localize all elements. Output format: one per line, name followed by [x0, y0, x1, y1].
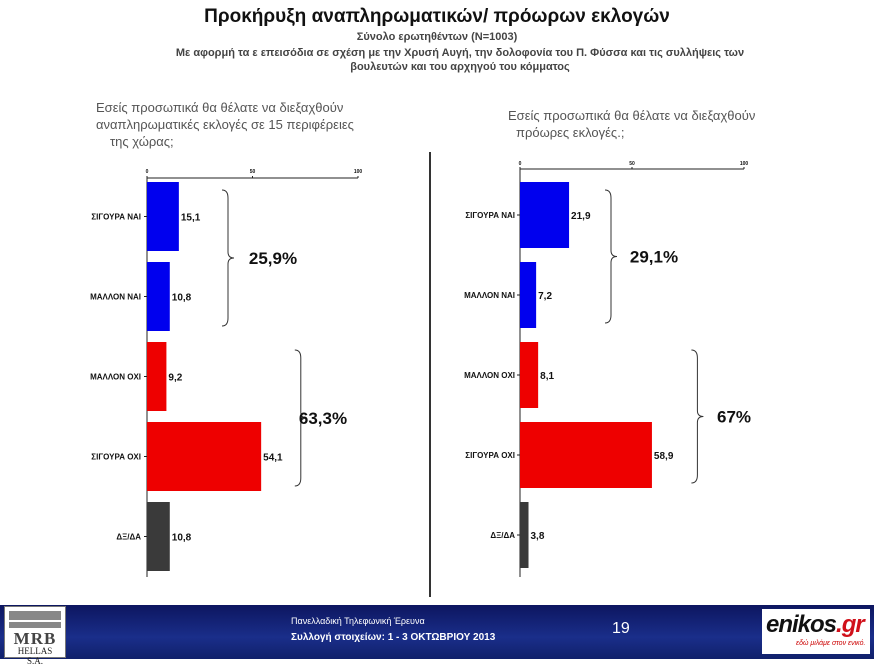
- bar: [147, 182, 179, 251]
- category-label: ΔΞ/ΔΑ: [116, 532, 141, 542]
- x-tick-label: 50: [249, 169, 256, 175]
- context-line-2: βουλευτών και του αρχηγού του κόμματος: [350, 61, 570, 73]
- page-number: 19: [612, 620, 630, 637]
- bar: [147, 262, 170, 331]
- mrb-logo-subtext: HELLAS S.A.: [17, 646, 53, 666]
- left-question-line: της χώρας;: [110, 134, 174, 149]
- category-label: ΣΙΓΟΥΡΑ ΟΧΙ: [465, 451, 515, 460]
- x-tick-label: 0: [145, 169, 149, 175]
- bar-value-label: 58,9: [653, 451, 674, 462]
- page-title: Προκήρυξη αναπληρωματικών/ πρόωρων εκλογών: [204, 6, 670, 27]
- bar-value-label: 10,8: [171, 532, 192, 544]
- bar: [147, 342, 166, 411]
- group-brace: [605, 190, 617, 323]
- bar-value-label: 54,1: [263, 452, 283, 464]
- category-label: ΣΙΓΟΥΡΑ ΝΑΙ: [91, 212, 141, 222]
- bar: [147, 502, 170, 571]
- category-label: ΣΙΓΟΥΡΑ ΟΧΙ: [91, 452, 141, 462]
- survey-type: Πανελλαδική Τηλεφωνική Έρευνα: [291, 616, 425, 626]
- category-label: ΣΙΓΟΥΡΑ ΝΑΙ: [465, 211, 515, 220]
- bar-value-label: 7,2: [538, 291, 553, 302]
- category-label: ΜΑΛΛΟΝ ΝΑΙ: [464, 291, 515, 300]
- category-label: ΜΑΛΛΟΝ ΟΧΙ: [464, 371, 515, 380]
- enikos-suffix: .gr: [836, 611, 864, 638]
- logo-band: [9, 611, 61, 620]
- left-question-line: αναπληρωματικές εκλογές σε 15 περιφέρειες: [96, 117, 354, 132]
- group-percent-label: 67%: [716, 407, 752, 427]
- context-line-1: Με αφορμή τα ε επεισόδια σε σχέση με την Χρυσή Αυγή, την δολοφονία του Π. Φύσσα και τις συλλήψεις των: [175, 47, 745, 59]
- bar: [520, 262, 536, 328]
- logo-band: [9, 622, 61, 628]
- category-label: ΜΑΛΛΟΝ ΟΧΙ: [90, 372, 141, 382]
- group-brace: [222, 190, 234, 326]
- group-brace: [691, 350, 703, 483]
- bar: [147, 422, 261, 491]
- group-percent-label: 25,9%: [248, 249, 298, 268]
- x-tick-label: 0: [518, 161, 522, 167]
- enikos-tagline: εδώ μιλάμε στον ενικό.: [796, 640, 866, 647]
- sample-size: Σύνολο ερωτηθέντων (N=1003): [356, 31, 518, 43]
- right-question-line: πρόωρες εκλογές.;: [516, 125, 625, 140]
- group-percent-label: 29,1%: [629, 247, 679, 267]
- bar-value-label: 8,1: [540, 371, 555, 382]
- collection-dates: Συλλογή στοιχείων: 1 - 3 ΟΚΤΩΒΡΙΟΥ 2013: [291, 632, 496, 643]
- bar: [520, 422, 652, 488]
- enikos-brand: enikos: [766, 611, 837, 638]
- bar-value-label: 3,8: [530, 531, 545, 542]
- left-question-line: Εσείς προσωπικά θα θέλατε να διεξαχθούν: [96, 100, 344, 115]
- bar: [520, 182, 569, 248]
- x-tick-label: 50: [629, 161, 635, 167]
- bar-value-label: 10,8: [171, 292, 192, 304]
- bar-value-label: 21,9: [571, 211, 591, 222]
- enikos-logo-text: [766, 611, 864, 639]
- x-tick-label: 100: [739, 161, 749, 167]
- mrb-logo: [4, 606, 66, 666]
- x-tick-label: 100: [353, 169, 363, 175]
- bar: [520, 502, 529, 568]
- bar-value-label: 9,2: [168, 372, 183, 384]
- bar: [520, 342, 538, 408]
- category-label: ΜΑΛΛΟΝ ΝΑΙ: [90, 292, 141, 302]
- mrb-logo-text: MRB: [13, 629, 57, 648]
- enikos-logo: [762, 609, 870, 654]
- right-question-line: Εσείς προσωπικά θα θέλατε να διεξαχθούν: [508, 108, 756, 123]
- category-label: ΔΞ/ΔΑ: [490, 531, 515, 540]
- group-percent-label: 63,3%: [298, 409, 348, 428]
- bar-value-label: 15,1: [180, 212, 201, 224]
